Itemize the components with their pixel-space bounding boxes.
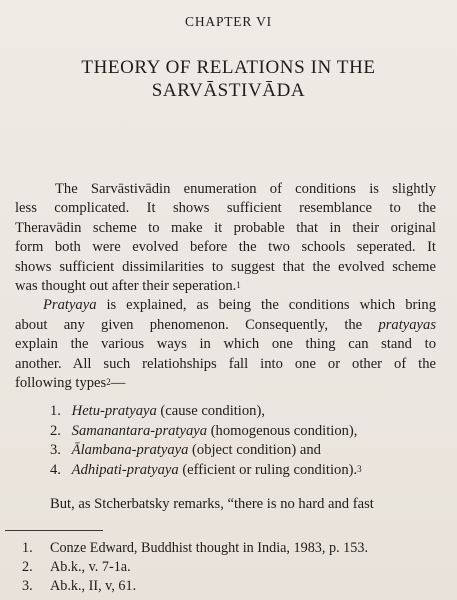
list-number: 3. xyxy=(50,442,61,458)
list-item xyxy=(50,422,440,442)
paragraph-1 xyxy=(15,180,436,296)
footnote xyxy=(22,539,442,558)
footnotes xyxy=(22,539,442,597)
list-gloss: (cause condition), xyxy=(156,403,265,419)
text-fragment: is explained, as being the conditions which bring xyxy=(96,297,436,314)
footnote-number: 3. xyxy=(22,578,33,595)
list-term: Hetu-pratyaya xyxy=(71,403,157,419)
text-fragment: following types xyxy=(15,375,107,392)
text-line: Theravādin scheme to make it probable that in their original xyxy=(15,219,436,236)
list-number: 2. xyxy=(50,422,61,439)
list-gloss: (object condition) and xyxy=(188,442,321,458)
footnote xyxy=(22,577,442,596)
closing-line: But, as Stcherbatsky remarks, “there is no hard and fast xyxy=(50,496,374,512)
chapter-title-line-2: SARVĀSTIVĀDA xyxy=(151,80,306,101)
footnote-number: 2. xyxy=(22,559,33,576)
term-pratyaya: Pratyaya xyxy=(43,297,97,314)
list-gloss: (homogenous condition), xyxy=(207,422,358,439)
footnote-number: 1. xyxy=(22,540,33,556)
list-term: Ālambana-pratyaya xyxy=(71,442,189,458)
chapter-title xyxy=(0,56,457,102)
footnote xyxy=(22,558,442,577)
body-text xyxy=(15,180,436,393)
footnote-divider xyxy=(5,530,103,531)
footnote-text: Ab.k., v. 7-1a. xyxy=(50,559,131,576)
footnote-marker: 2 xyxy=(106,377,111,388)
list-number: 4. xyxy=(50,461,61,478)
text-fragment: was thought out after their seperation. xyxy=(15,278,237,295)
text-line xyxy=(15,374,436,393)
text-line xyxy=(15,296,436,315)
text-line: less complicated. It shows sufficient resemblance to the xyxy=(15,200,436,217)
footnote-marker: 1 xyxy=(236,280,241,291)
text-line: explain the various ways in which one thing can stand to xyxy=(15,336,436,353)
list-item xyxy=(50,402,440,422)
list-item xyxy=(50,461,440,481)
text-line: shows sufficient dissimilarities to suggest that the evolved scheme xyxy=(15,258,436,275)
text-fragment: — xyxy=(110,375,126,392)
text-fragment: about any given phenomenon. Consequently, the xyxy=(15,316,379,333)
text-line: The Sarvāstivādin enumeration of conditions is slightly xyxy=(55,181,436,197)
condition-list xyxy=(50,402,440,480)
list-term: Adhipati-pratyaya xyxy=(71,461,179,478)
footnote-text: Ab.k., II, v, 61. xyxy=(50,578,137,595)
text-line: another. All such relatiohships fall into one or other of the xyxy=(15,355,436,372)
list-gloss: (efficient or ruling condition). xyxy=(178,461,358,478)
text-line: form both were evolved before the two schools seperated. It xyxy=(15,239,436,256)
footnote-marker: 3 xyxy=(357,463,362,474)
text-line xyxy=(15,316,436,335)
list-number: 1. xyxy=(50,403,61,419)
paragraph-2 xyxy=(15,296,436,393)
footnote-text: Conze Edward, Buddhist thought in India, 1983, p. 153. xyxy=(50,540,369,556)
text-line xyxy=(15,277,436,296)
chapter-title-line-1: THEORY OF RELATIONS IN THE xyxy=(81,57,376,78)
chapter-heading: CHAPTER VI xyxy=(185,14,272,29)
term-pratyayas: pratyayas xyxy=(378,316,436,333)
list-term: Samanantara-pratyaya xyxy=(71,422,208,439)
list-item xyxy=(50,441,440,461)
